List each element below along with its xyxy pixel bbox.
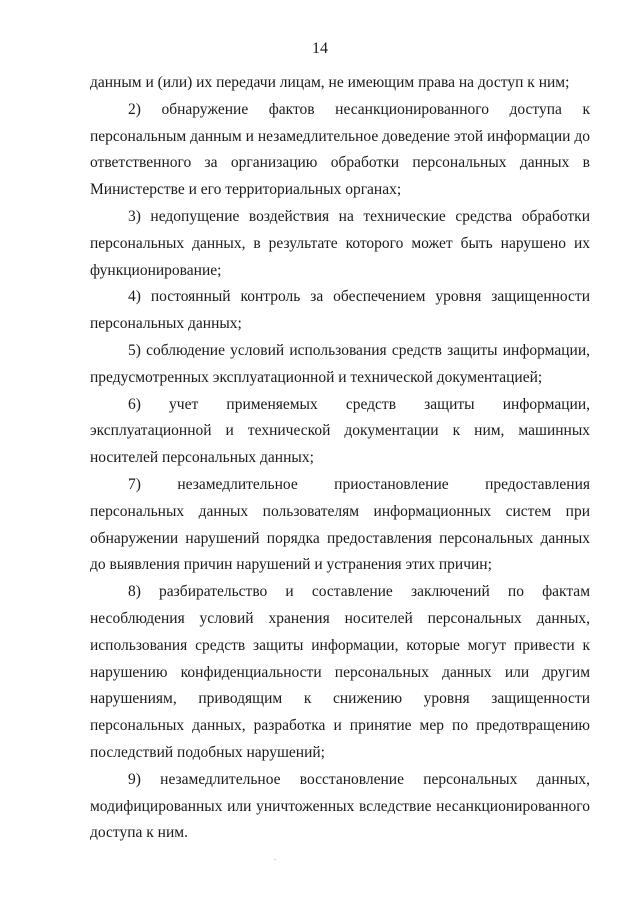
paragraph-item-9: 9) незамедлительное восстановление персональных данных, модифицированных или уничтоженных вследствие несанкционированного доступа к ним. [90, 770, 590, 842]
paragraph-item-8: 8) разбирательство и составление заключений по фактам несоблюдения условий хранения носителей персональных данных, использования средств защиты информации, которые могут привести к нарушению конфиденциальности персональных данных или другим нарушениям, приводящим к снижению уровня защищенности персональных данных, разработка и принятие мер по предотвращению последствий подобных нарушений; [90, 583, 590, 761]
scan-speck [274, 859, 276, 860]
paragraph-continuation: данным и (или) их передачи лицам, не имеющим права на доступ к ним; [90, 74, 570, 91]
paragraph-item-5: 5) соблюдение условий использования средств защиты информации, предусмотренных эксплуатационной и технической документацией; [90, 341, 590, 386]
paragraph-item-4: 4) постоянный контроль за обеспечением уровня защищенности персональных данных; [90, 288, 590, 333]
paragraph-item-3: 3) недопущение воздействия на технические средства обработки персональных данных, в результате которого может быть нарушено их функционирование; [90, 207, 590, 279]
document-body [90, 70, 590, 847]
paragraph-item-2: 2) обнаружение фактов несанкционированного доступа к персональным данным и незамедлительное доведение этой информации до ответственного за организацию обработки персональных данных в Министерстве и его территориальных органах; [90, 100, 590, 199]
paragraph-item-6: 6) учет применяемых средств защиты информации, эксплуатационной и технической документации к ним, машинных носителей персональных данных; [90, 395, 590, 467]
page-number: 14 [312, 40, 328, 57]
paragraph-item-7: 7) незамедлительное приостановление предоставления персональных данных пользователям информационных систем при обнаружении нарушений порядка предоставления персональных данных до выявления причин нарушений и устранения этих причин; [90, 475, 590, 574]
